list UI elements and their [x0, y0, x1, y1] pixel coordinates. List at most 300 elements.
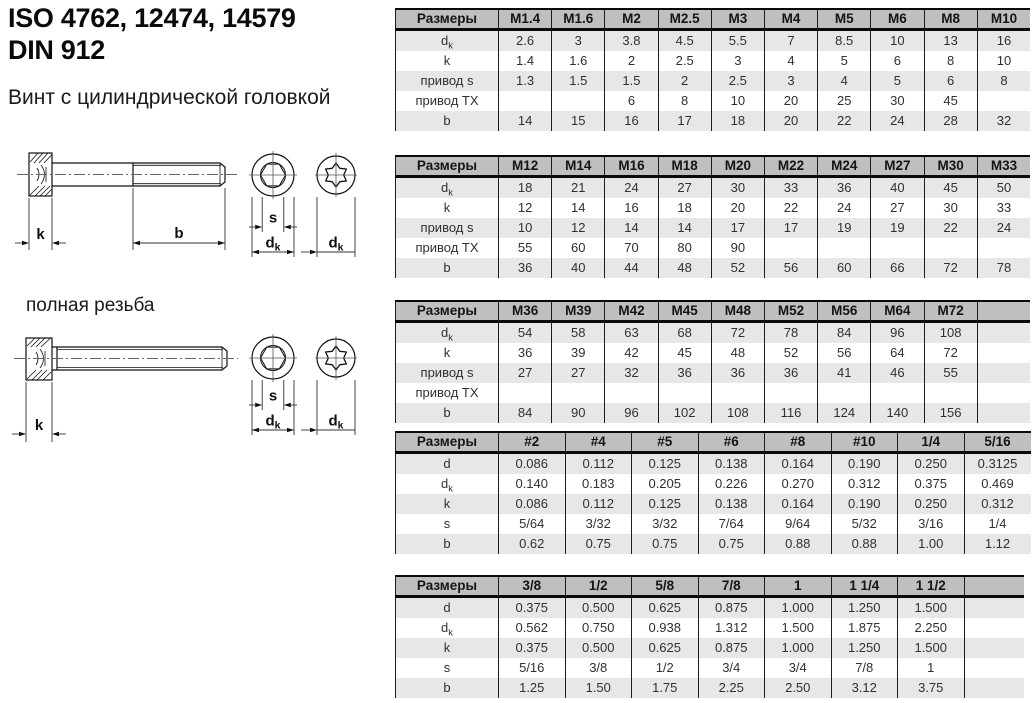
value-cell: 33: [764, 177, 817, 199]
value-cell: 52: [764, 343, 817, 363]
column-header-size: M12: [499, 156, 552, 177]
value-cell: 18: [499, 177, 552, 199]
value-cell: 1.00: [898, 534, 965, 554]
value-cell: 48: [711, 343, 764, 363]
value-cell: 0.500: [565, 638, 632, 658]
value-cell: 78: [977, 258, 1030, 278]
value-cell: 0.190: [831, 494, 898, 514]
value-cell: 42: [605, 343, 658, 363]
value-cell: 45: [658, 343, 711, 363]
value-cell: 10: [711, 91, 764, 111]
row-label: b: [396, 678, 499, 698]
table-row: [396, 238, 1031, 258]
value-cell: [764, 238, 817, 258]
table-row: [396, 403, 1031, 423]
value-cell: 50: [977, 177, 1030, 199]
column-header-size: M14: [552, 156, 605, 177]
dim-label-b: b: [174, 225, 184, 242]
value-cell: 21: [552, 177, 605, 199]
value-cell: 1.4: [499, 51, 552, 71]
value-cell: 0.750: [565, 618, 632, 638]
value-cell: 10: [499, 218, 552, 238]
column-header-size: M3: [711, 9, 764, 30]
value-cell: 30: [924, 198, 977, 218]
table-row: [396, 198, 1031, 218]
column-header-size: 1/2: [565, 576, 632, 597]
table-row: [396, 343, 1031, 363]
column-header-size: M16: [605, 156, 658, 177]
column-header-size: M64: [871, 301, 924, 322]
value-cell: 0.250: [898, 453, 965, 475]
value-cell: 24: [977, 218, 1030, 238]
column-header-size: 1 1/4: [831, 576, 898, 597]
value-cell: 6: [871, 51, 924, 71]
value-cell: 0.164: [765, 453, 832, 475]
value-cell: 14: [552, 198, 605, 218]
table-row: [396, 30, 1031, 52]
screw-drawing-partial-thread: [0, 148, 394, 260]
table-row: [396, 597, 1025, 619]
table-metric-m36-to-m72: [395, 300, 1030, 423]
value-cell: 12: [552, 218, 605, 238]
row-label: k: [396, 638, 499, 658]
value-cell: 0.500: [565, 597, 632, 619]
value-cell: 16: [977, 30, 1030, 52]
value-cell: 0.226: [698, 474, 765, 494]
table-row: [396, 618, 1025, 638]
value-cell: 80: [658, 238, 711, 258]
column-header-size: [964, 576, 1024, 597]
value-cell: 5.5: [711, 30, 764, 52]
value-cell: 60: [552, 238, 605, 258]
value-cell: 15: [552, 111, 605, 131]
row-label: $d_k$: [396, 474, 499, 494]
column-header-size: #2: [499, 432, 566, 453]
value-cell: 0.086: [499, 453, 566, 475]
row-label: b: [396, 534, 499, 554]
value-cell: 96: [605, 403, 658, 423]
value-cell: 54: [499, 322, 552, 344]
value-cell: 36: [711, 363, 764, 383]
value-cell: 3.8: [605, 30, 658, 52]
value-cell: 68: [658, 322, 711, 344]
row-label: k: [396, 343, 499, 363]
table-metric-m12-to-m33: [395, 155, 1030, 278]
standard-title-iso: ISO 4762, 12474, 14579: [8, 3, 296, 33]
column-header-size: 5/8: [632, 576, 699, 597]
value-cell: [977, 343, 1030, 363]
value-cell: 55: [924, 363, 977, 383]
value-cell: 2.5: [658, 51, 711, 71]
value-cell: 108: [924, 322, 977, 344]
screw-side-view-full: [14, 338, 238, 380]
value-cell: 28: [924, 111, 977, 131]
value-cell: 16: [605, 198, 658, 218]
value-cell: 58: [552, 322, 605, 344]
column-header-size: M20: [711, 156, 764, 177]
value-cell: 19: [818, 218, 871, 238]
value-cell: [818, 238, 871, 258]
row-label: привод s: [396, 71, 499, 91]
value-cell: 36: [764, 363, 817, 383]
value-cell: 8: [924, 51, 977, 71]
value-cell: 22: [818, 111, 871, 131]
standard-title-din: DIN 912: [8, 35, 105, 65]
value-cell: 70: [605, 238, 658, 258]
column-header-sizes: Размеры: [396, 156, 499, 177]
column-header-size: #10: [831, 432, 898, 453]
value-cell: 0.938: [632, 618, 699, 638]
value-cell: 30: [871, 91, 924, 111]
value-cell: 48: [658, 258, 711, 278]
column-header-size: M72: [924, 301, 977, 322]
value-cell: 72: [711, 322, 764, 344]
value-cell: [977, 91, 1030, 111]
table-header-row: [396, 576, 1025, 597]
column-header-sizes: Размеры: [396, 432, 499, 453]
value-cell: 2: [605, 51, 658, 71]
column-header-size: M6: [871, 9, 924, 30]
column-header-sizes: Размеры: [396, 576, 499, 597]
value-cell: 8.5: [818, 30, 871, 52]
title-block: [8, 2, 296, 66]
value-cell: [871, 238, 924, 258]
value-cell: 0.140: [499, 474, 566, 494]
value-cell: 7/64: [698, 514, 765, 534]
table-row: [396, 514, 1031, 534]
column-header-size: M39: [552, 301, 605, 322]
value-cell: 36: [499, 258, 552, 278]
table-row: [396, 658, 1025, 678]
value-cell: 17: [711, 218, 764, 238]
value-cell: 84: [818, 322, 871, 344]
value-cell: [964, 638, 1024, 658]
value-cell: 41: [818, 363, 871, 383]
row-label: b: [396, 403, 499, 423]
value-cell: 0.250: [898, 494, 965, 514]
value-cell: 2.6: [499, 30, 552, 52]
value-cell: 5/16: [499, 658, 566, 678]
column-header-size: M48: [711, 301, 764, 322]
value-cell: 22: [924, 218, 977, 238]
table-row: [396, 111, 1031, 131]
value-cell: 36: [818, 177, 871, 199]
value-cell: 102: [658, 403, 711, 423]
column-header-size: M18: [658, 156, 711, 177]
column-header-size: M30: [924, 156, 977, 177]
value-cell: 0.190: [831, 453, 898, 475]
table-row: [396, 91, 1031, 111]
value-cell: 25: [818, 91, 871, 111]
value-cell: 0.75: [632, 534, 699, 554]
value-cell: 10: [871, 30, 924, 52]
value-cell: 30: [711, 177, 764, 199]
value-cell: 0.469: [964, 474, 1031, 494]
value-cell: 56: [818, 343, 871, 363]
column-header-size: M27: [871, 156, 924, 177]
column-header-size: M22: [764, 156, 817, 177]
value-cell: 66: [871, 258, 924, 278]
row-label: $d_k$: [396, 177, 499, 199]
value-cell: 0.086: [499, 494, 566, 514]
table-header-row: [396, 9, 1031, 30]
dim-label-s: s: [268, 387, 278, 405]
value-cell: 3: [552, 30, 605, 52]
value-cell: 72: [924, 343, 977, 363]
value-cell: 1.000: [765, 597, 832, 619]
row-label: k: [396, 51, 499, 71]
table-row: [396, 363, 1031, 383]
column-header-size: M2.5: [658, 9, 711, 30]
value-cell: 2.50: [765, 678, 832, 698]
value-cell: 45: [924, 91, 977, 111]
table-row: [396, 474, 1031, 494]
value-cell: 0.270: [765, 474, 832, 494]
table-row: [396, 322, 1031, 344]
column-header-size: 1/4: [898, 432, 965, 453]
value-cell: 55: [499, 238, 552, 258]
value-cell: 27: [871, 198, 924, 218]
value-cell: 156: [924, 403, 977, 423]
value-cell: 36: [499, 343, 552, 363]
table-row: [396, 177, 1031, 199]
column-header-size: M5: [818, 9, 871, 30]
dim-label-s: s: [268, 209, 278, 227]
dim-label-dk-hex: $d_k$: [265, 234, 281, 254]
value-cell: 3.12: [831, 678, 898, 698]
value-cell: 0.562: [499, 618, 566, 638]
row-label: привод TX: [396, 91, 499, 111]
value-cell: [924, 238, 977, 258]
value-cell: 39: [552, 343, 605, 363]
value-cell: 44: [605, 258, 658, 278]
value-cell: 14: [605, 218, 658, 238]
row-label: $d_k$: [396, 30, 499, 52]
value-cell: 1.250: [831, 597, 898, 619]
row-label: s: [396, 514, 499, 534]
column-header-size: M10: [977, 9, 1030, 30]
row-label: s: [396, 658, 499, 678]
value-cell: [977, 363, 1030, 383]
value-cell: 2.250: [898, 618, 965, 638]
value-cell: 0.205: [632, 474, 699, 494]
value-cell: [964, 618, 1024, 638]
column-header-size: M2: [605, 9, 658, 30]
value-cell: [924, 383, 977, 403]
value-cell: 17: [764, 218, 817, 238]
value-cell: 2.5: [711, 71, 764, 91]
value-cell: 5/32: [831, 514, 898, 534]
column-header-size: 3/8: [499, 576, 566, 597]
value-cell: 1.6: [552, 51, 605, 71]
column-header-size: M56: [818, 301, 871, 322]
value-cell: 60: [818, 258, 871, 278]
head-hatching: [27, 338, 51, 380]
value-cell: 0.3125: [964, 453, 1031, 475]
value-cell: 7: [764, 30, 817, 52]
column-header-size: 1: [765, 576, 832, 597]
table-inch-numbered-sizes: [395, 431, 1031, 554]
value-cell: 72: [924, 258, 977, 278]
value-cell: 0.125: [632, 494, 699, 514]
value-cell: [818, 383, 871, 403]
value-cell: 2.25: [698, 678, 765, 698]
value-cell: 1.000: [765, 638, 832, 658]
value-cell: 5: [818, 51, 871, 71]
value-cell: 7/8: [831, 658, 898, 678]
value-cell: 116: [764, 403, 817, 423]
value-cell: [499, 91, 552, 111]
value-cell: 46: [871, 363, 924, 383]
value-cell: 33: [977, 198, 1030, 218]
value-cell: 1.312: [698, 618, 765, 638]
column-header-size: #6: [698, 432, 765, 453]
row-label: b: [396, 111, 499, 131]
value-cell: 1.5: [552, 71, 605, 91]
column-header-size: 1 1/2: [898, 576, 965, 597]
table-row: [396, 383, 1031, 403]
table-row: [396, 453, 1031, 475]
value-cell: 4.5: [658, 30, 711, 52]
row-label: d: [396, 453, 499, 475]
value-cell: 20: [764, 111, 817, 131]
value-cell: 27: [552, 363, 605, 383]
value-cell: 1/2: [632, 658, 699, 678]
value-cell: 1.500: [765, 618, 832, 638]
value-cell: 32: [977, 111, 1030, 131]
value-cell: 24: [871, 111, 924, 131]
value-cell: [964, 658, 1024, 678]
value-cell: 0.112: [565, 494, 632, 514]
value-cell: [964, 597, 1024, 619]
value-cell: 96: [871, 322, 924, 344]
value-cell: [711, 383, 764, 403]
value-cell: 18: [658, 198, 711, 218]
value-cell: 140: [871, 403, 924, 423]
row-label: привод s: [396, 218, 499, 238]
value-cell: 14: [658, 218, 711, 238]
table-row: [396, 51, 1031, 71]
value-cell: 1.3: [499, 71, 552, 91]
value-cell: 0.875: [698, 597, 765, 619]
value-cell: 8: [977, 71, 1030, 91]
row-label: привод TX: [396, 238, 499, 258]
column-header-size: 7/8: [698, 576, 765, 597]
value-cell: 0.88: [765, 534, 832, 554]
column-header-size: M52: [764, 301, 817, 322]
value-cell: 3/4: [765, 658, 832, 678]
value-cell: 18: [711, 111, 764, 131]
value-cell: 0.138: [698, 453, 765, 475]
value-cell: [605, 383, 658, 403]
value-cell: 1.12: [964, 534, 1031, 554]
table-row: [396, 71, 1031, 91]
column-header-size: #4: [565, 432, 632, 453]
value-cell: [977, 322, 1030, 344]
column-header-size: M42: [605, 301, 658, 322]
value-cell: 2: [658, 71, 711, 91]
column-header-size: M45: [658, 301, 711, 322]
hex-socket-end-view: [249, 334, 297, 382]
table-row: [396, 638, 1025, 658]
column-header-size: #8: [765, 432, 832, 453]
value-cell: 12: [499, 198, 552, 218]
column-header-size: M1.6: [552, 9, 605, 30]
column-header-size: M1.4: [499, 9, 552, 30]
table-header-row: [396, 432, 1031, 453]
value-cell: 90: [711, 238, 764, 258]
value-cell: 20: [711, 198, 764, 218]
column-header-size: M8: [924, 9, 977, 30]
column-header-size: #5: [632, 432, 699, 453]
value-cell: 0.375: [898, 474, 965, 494]
dim-label-k: k: [34, 417, 44, 434]
value-cell: 1.75: [632, 678, 699, 698]
value-cell: 36: [658, 363, 711, 383]
torx-end-view: [315, 336, 357, 380]
value-cell: 0.88: [831, 534, 898, 554]
dim-label-dk-torx: $d_k$: [328, 412, 344, 432]
value-cell: 40: [871, 177, 924, 199]
row-label: $d_k$: [396, 618, 499, 638]
value-cell: [964, 678, 1024, 698]
value-cell: 0.164: [765, 494, 832, 514]
value-cell: 78: [764, 322, 817, 344]
value-cell: 22: [764, 198, 817, 218]
value-cell: 6: [605, 91, 658, 111]
value-cell: 3/8: [565, 658, 632, 678]
value-cell: 0.125: [632, 453, 699, 475]
value-cell: 0.75: [698, 534, 765, 554]
value-cell: 40: [552, 258, 605, 278]
size-tables: [395, 0, 1034, 703]
value-cell: 6: [924, 71, 977, 91]
value-cell: 1.250: [831, 638, 898, 658]
value-cell: 124: [818, 403, 871, 423]
value-cell: [658, 383, 711, 403]
value-cell: [499, 383, 552, 403]
dim-label-dk-hex: $d_k$: [265, 412, 281, 432]
value-cell: 8: [658, 91, 711, 111]
value-cell: 19: [871, 218, 924, 238]
value-cell: 27: [658, 177, 711, 199]
value-cell: 4: [764, 51, 817, 71]
column-header-size: [977, 301, 1030, 322]
row-label: k: [396, 494, 499, 514]
value-cell: 56: [764, 258, 817, 278]
table-row: [396, 218, 1031, 238]
value-cell: [552, 91, 605, 111]
value-cell: 0.62: [499, 534, 566, 554]
value-cell: 0.875: [698, 638, 765, 658]
table-row: [396, 494, 1031, 514]
value-cell: 45: [924, 177, 977, 199]
column-header-size: M24: [818, 156, 871, 177]
value-cell: 3/32: [565, 514, 632, 534]
dim-label-dk-torx: $d_k$: [328, 234, 344, 254]
value-cell: 1.25: [499, 678, 566, 698]
value-cell: 27: [499, 363, 552, 383]
value-cell: 9/64: [765, 514, 832, 534]
value-cell: 0.625: [632, 638, 699, 658]
value-cell: 52: [711, 258, 764, 278]
value-cell: 3.75: [898, 678, 965, 698]
value-cell: 10: [977, 51, 1030, 71]
screw-side-view: [17, 153, 237, 196]
torx-end-view: [315, 153, 357, 197]
value-cell: 64: [871, 343, 924, 363]
value-cell: [977, 403, 1030, 423]
